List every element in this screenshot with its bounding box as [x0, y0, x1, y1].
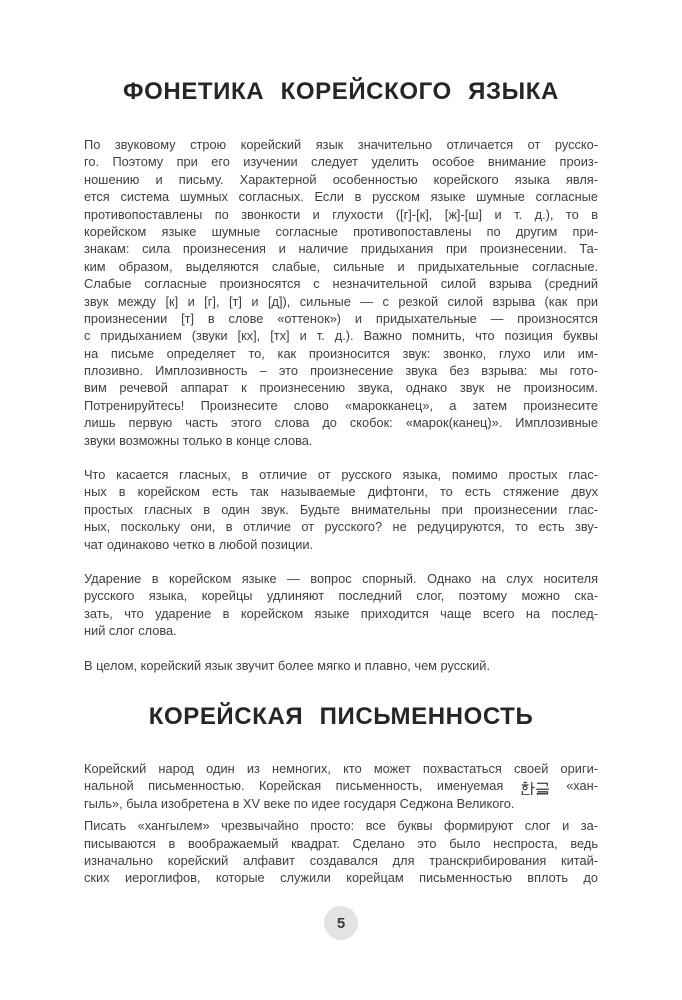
text-line: знакам: сила произнесения и наличие придыхания при произнесении. Та-	[84, 241, 598, 257]
paragraph	[84, 817, 598, 887]
text-line: изначально корейский алфавит создавался для транскрибирования китай-	[84, 852, 598, 868]
text-line: лишь первую часть этого слова до скобок: «марок(канец)». Имплозивные	[84, 415, 598, 431]
text-line: простых гласных в один звук. Будьте внимательны при произнесении глас-	[84, 501, 598, 517]
text-line: ется система шумных согласных. Если в русском языке шумные согласные	[84, 189, 598, 205]
text-line: ношению и письму. Характерной особенностью корейского языка явля-	[84, 171, 598, 187]
page-number-badge	[324, 906, 358, 940]
paragraph	[84, 136, 598, 449]
paragraph	[84, 466, 598, 553]
text-line: плозивно. Имплозивность – это произнесение звука без взрыва: мы гото-	[84, 363, 598, 379]
text-line: нальной письменностью. Корейская письменность, именуемая «хан-	[84, 777, 598, 794]
text-line: Писать «хангылем» чрезвычайно просто: все буквы формируют слог и за-	[84, 818, 598, 834]
section	[84, 76, 598, 674]
text-line: ким образом, выделяются слабые, сильные и придыхательные согласные.	[84, 258, 598, 274]
text-line: на письме определяет то, как произносится звук: звонко, глухо или им-	[84, 345, 598, 361]
text-line: Ударение в корейском языке — вопрос спорный. Однако на слух носителя	[84, 570, 598, 586]
text-line: звуки возможны только в конце слова.	[84, 432, 313, 448]
sections	[84, 76, 598, 887]
text-line: ских иероглифов, которые служили корейцам письменностью вплоть до	[84, 870, 598, 886]
text-line: писываются в воображаемый квадрат. Сделано это было неспроста, ведь	[84, 835, 598, 851]
paragraph	[84, 657, 598, 674]
text-line: чат одинаково четко в любой позиции.	[84, 536, 314, 552]
text-line: Корейский народ один из немногих, кто может похвастаться своей ориги-	[84, 760, 598, 776]
hangul-syllable-geul	[535, 781, 550, 794]
text-line: противопоставлены по звонкости и глухости ([г]-[к], [ж]-[ш] и т. д.), то в	[84, 206, 598, 222]
hangul-word	[520, 779, 550, 794]
text-line: ных, поскольку они, в отличие от русского? не редуцируются, то есть зву-	[84, 519, 598, 535]
text-line: русского языка, корейцы удлиняют последний слог, поэтому можно ска-	[84, 588, 598, 604]
page-number: 5	[336, 914, 346, 932]
text-line: По звуковому строю корейский язык значительно отличается от русско-	[84, 137, 598, 152]
text-line: зать, что ударение в корейском языке приходится чаще всего на послед-	[84, 605, 598, 621]
text-line: Слабые согласные произносятся с незначительной силой взрыва (средний	[84, 276, 598, 292]
text-line: Что касается гласных, в отличие от русского языка, помимо простых глас-	[84, 467, 598, 483]
text-line: го. Поэтому при его изучении следует уделить особое внимание произ-	[84, 154, 598, 170]
text-line: корейском языке шумные согласные противопоставлены по другим при-	[84, 223, 598, 239]
text-line: с придыханием (звуки [кх], [тх] и т. д.). Важно помнить, что позиция буквы	[84, 328, 598, 344]
text-line: Потренируйтесь! Произнесите слово «марокканец», а затем произнесите	[84, 397, 598, 413]
section	[84, 701, 598, 887]
paragraph	[84, 760, 598, 812]
text-line: В целом, корейский язык звучит более мягко и плавно, чем русский.	[84, 657, 491, 673]
text-line: ний слог слова.	[84, 623, 177, 639]
section-title: ФОНЕТИКА КОРЕЙСКОГО ЯЗЫКА	[123, 78, 559, 105]
text-line: вим речевой аппарат к произнесению звука, однако звук не произносим.	[84, 380, 598, 396]
text-line: произнесении [т] в слове «оттенок») и придыхательные — произносятся	[84, 310, 598, 326]
paragraph	[84, 570, 598, 640]
section-title: КОРЕЙСКАЯ ПИСЬМЕННОСТЬ	[148, 702, 534, 730]
text-line: гыль», была изобретена в XV веке по идее государя Седжона Великого.	[84, 795, 515, 811]
hangul-syllable-han	[520, 781, 535, 794]
text-line: ных в корейском есть так называемые дифтонги, то есть стяжение двух	[84, 484, 598, 500]
text-line: звук между [к] и [г], [т] и [д]), сильные — с резкой силой взрыва (как при	[84, 293, 598, 309]
